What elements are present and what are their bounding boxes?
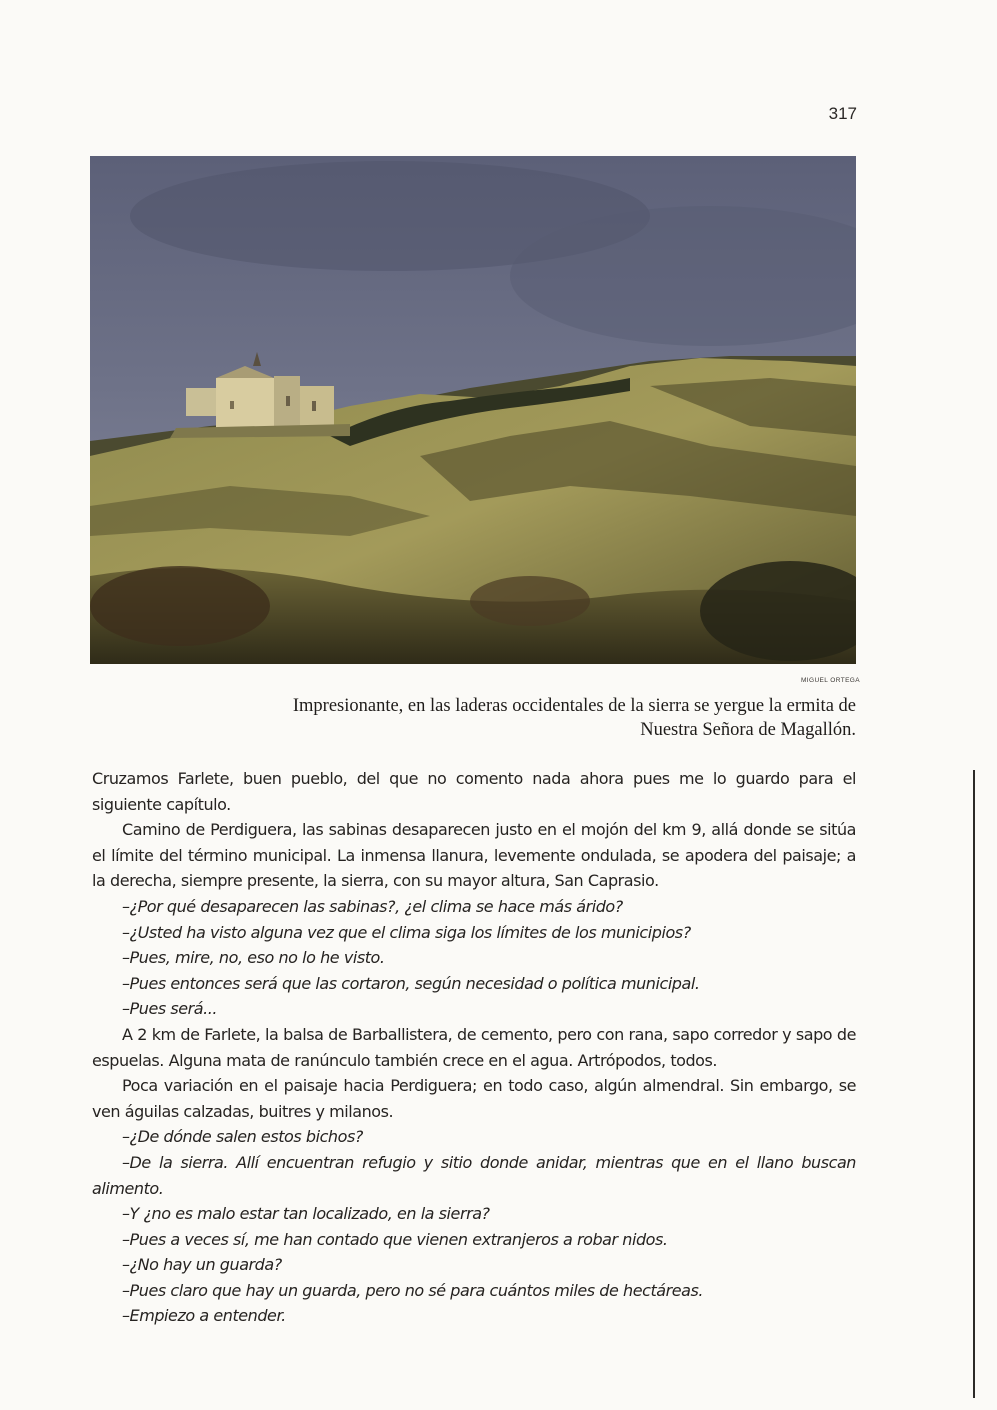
body-text [92,766,856,1329]
hermitage-photo [90,156,856,664]
dialog-line: –Pues a veces sí, me han contado que vienen extranjeros a robar nidos. [122,1229,668,1249]
dialog-line: –Pues, mire, no, eso no lo he visto. [122,948,385,968]
dialog-line: –Pues entonces será que las cortaron, según necesidad o política municipal. [122,973,700,993]
dialog-line: –Pues claro que hay un guarda, pero no sé para cuántos miles de hectáreas. [122,1280,704,1300]
photo-credit: MIGUEL ORTEGA [800,677,860,684]
dialog-line: –Empiezo a entender. [122,1306,286,1326]
dialog-line: –¿No hay un guarda? [122,1255,282,1275]
caption-line: Impresionante, en las laderas occidentales de la sierra se yergue la ermita de [292,696,856,716]
dialog-line: –Pues será... [122,999,218,1019]
dialog-line: –¿Por qué desaparecen las sabinas?, ¿el clima se hace más árido? [122,896,623,916]
margin-rule [973,770,975,1398]
dialog-line: –Y ¿no es malo estar tan localizado, en la sierra? [122,1204,490,1224]
paragraph: A 2 km de Farlete, la balsa de Barballistera, de cemento, pero con rana, sapo corredor y sapo de espuelas. Alguna mata de ranúnculo también crece en el agua. Artrópodos, todos. [92,1024,856,1070]
page-number: 317 [828,104,857,123]
paragraph: Cruzamos Farlete, buen pueblo, del que no comento nada ahora pues me lo guardo para el siguiente capítulo. [92,769,856,814]
dialog-line: –¿De dónde salen estos bichos? [122,1127,363,1147]
paragraph: Poca variación en el paisaje hacia Perdiguera; en todo caso, algún almendral. Sin embargo, se ven águilas calzadas, buitres y milanos. [92,1076,856,1121]
paragraph: Camino de Perdiguera, las sabinas desaparecen justo en el mojón del km 9, allá donde se sitúa el límite del término municipal. La inmensa llanura, levemente ondulada, se apodera del paisaje; a la derecha, siempre presente, la sierra, con su mayor altura, San Caprasio. [92,820,856,891]
caption-line: Nuestra Señora de Magallón. [640,720,856,740]
figure-caption [250,694,856,742]
dialog-line: –De la sierra. Allí encuentran refugio y sitio donde anidar, mientras que en el llano buscan alimento. [92,1152,856,1198]
dialog-line: –¿Usted ha visto alguna vez que el clima siga los límites de los municipios? [122,922,691,942]
